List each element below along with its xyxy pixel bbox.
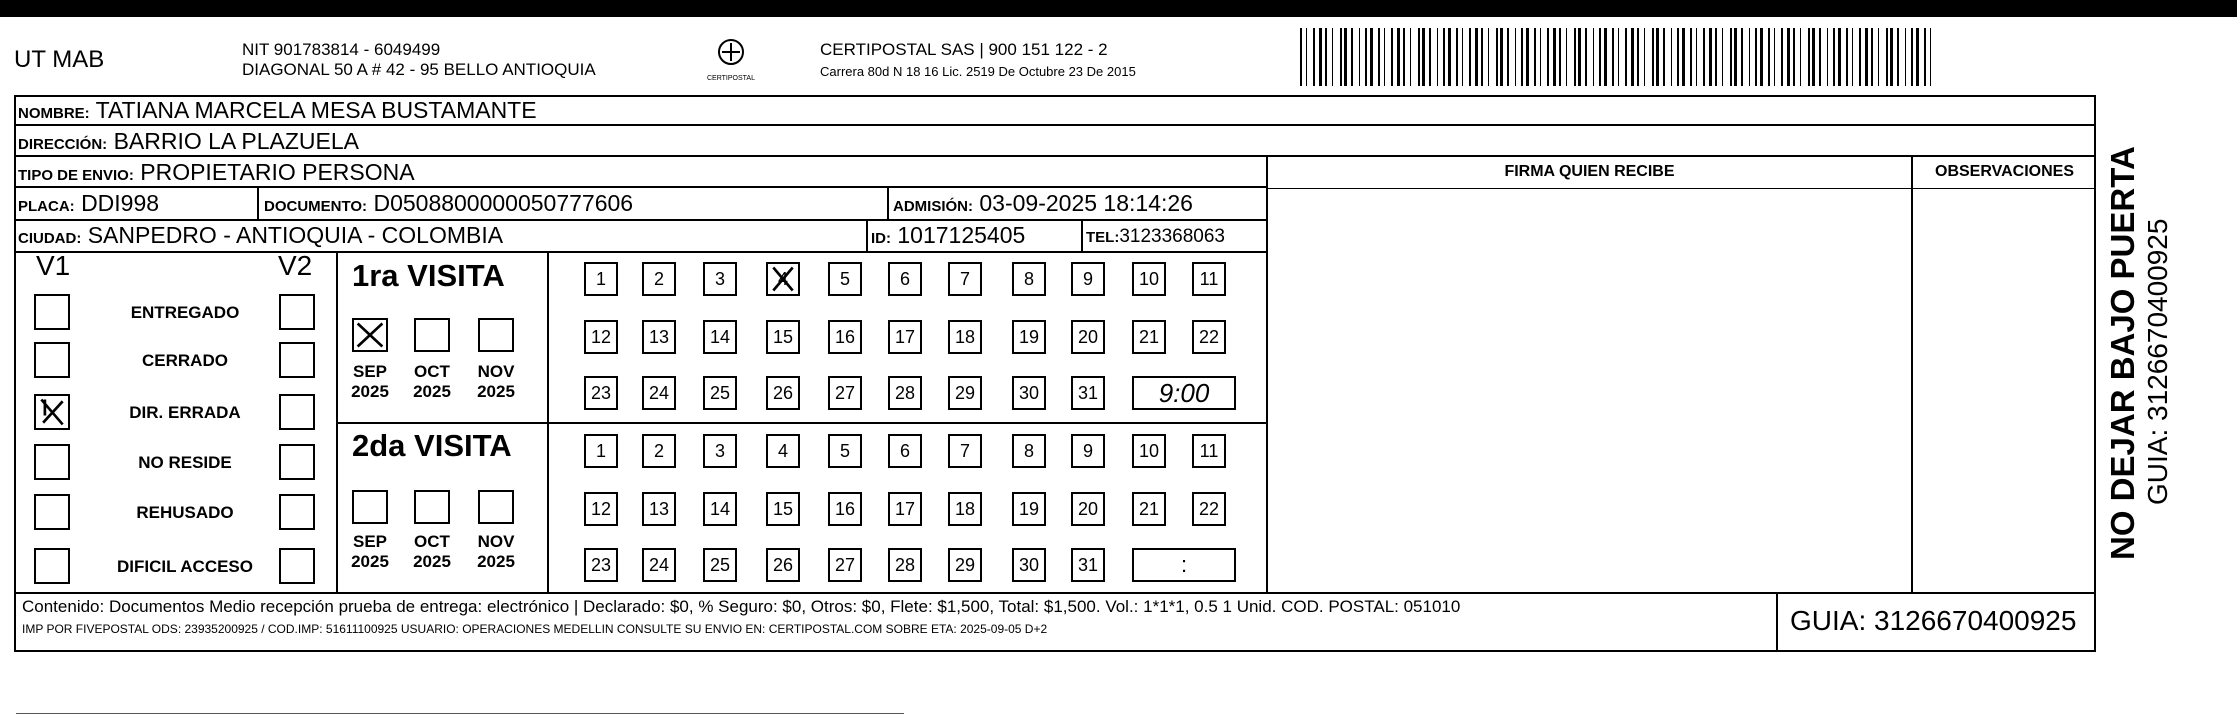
month-year: 2025 bbox=[351, 552, 389, 571]
day-number: 22 bbox=[1198, 499, 1220, 519]
first-visit-title: 1ra VISITA bbox=[352, 258, 505, 293]
tel-label: TEL: bbox=[1086, 229, 1120, 246]
day-number: 12 bbox=[590, 327, 612, 347]
day-number: 22 bbox=[1198, 327, 1220, 347]
day-number: 15 bbox=[772, 499, 794, 519]
day-number: 25 bbox=[709, 555, 731, 575]
day-box[interactable] bbox=[766, 320, 800, 354]
v2-checkbox[interactable] bbox=[279, 342, 315, 378]
day-number: 2 bbox=[653, 441, 664, 461]
v2-checkbox[interactable] bbox=[279, 548, 315, 584]
day-box[interactable] bbox=[1132, 434, 1166, 468]
day-number: 17 bbox=[894, 327, 916, 347]
day-box[interactable] bbox=[703, 376, 737, 410]
side-warning: NO DEJAR BAJO PUERTA bbox=[2104, 146, 2141, 560]
day-number: 4 bbox=[777, 269, 788, 289]
nombre-row bbox=[18, 95, 537, 129]
day-box[interactable] bbox=[1012, 320, 1046, 354]
col-divider bbox=[1911, 155, 1913, 592]
day-box[interactable] bbox=[703, 320, 737, 354]
day-box[interactable] bbox=[828, 262, 862, 296]
day-box[interactable] bbox=[642, 434, 676, 468]
footer-guia: GUIA: 3126670400925 bbox=[1790, 605, 2077, 636]
day-box[interactable] bbox=[888, 434, 922, 468]
day-number: 20 bbox=[1077, 327, 1099, 347]
day-number: 31 bbox=[1077, 383, 1099, 403]
col-divider bbox=[1081, 219, 1083, 251]
day-number: 1 bbox=[595, 269, 606, 289]
day-box[interactable] bbox=[642, 376, 676, 410]
month-label bbox=[471, 532, 521, 572]
day-box[interactable] bbox=[584, 492, 618, 526]
day-number: 7 bbox=[959, 269, 970, 289]
day-box[interactable] bbox=[948, 262, 982, 296]
admision-value: 03-09-2025 18:14:26 bbox=[979, 190, 1193, 216]
time-box[interactable]: : bbox=[1132, 548, 1236, 582]
day-box[interactable] bbox=[1012, 548, 1046, 582]
day-box[interactable] bbox=[1071, 376, 1105, 410]
direccion-row bbox=[18, 126, 359, 160]
day-number: 6 bbox=[899, 441, 910, 461]
month-year: 2025 bbox=[351, 382, 389, 401]
day-number: 23 bbox=[590, 555, 612, 575]
id-cell bbox=[871, 220, 1025, 254]
month-year: 2025 bbox=[413, 382, 451, 401]
day-number: 7 bbox=[959, 441, 970, 461]
status-label: CERRADO bbox=[142, 351, 228, 370]
tipo-label: TIPO DE ENVIO: bbox=[18, 167, 134, 184]
day-number: 24 bbox=[648, 555, 670, 575]
month-label bbox=[407, 362, 457, 402]
day-number: 10 bbox=[1138, 441, 1160, 461]
day-box[interactable] bbox=[703, 548, 737, 582]
month-checkbox[interactable] bbox=[478, 318, 514, 352]
day-box[interactable] bbox=[1192, 320, 1226, 354]
ciudad-value: SANPEDRO - ANTIOQUIA - COLOMBIA bbox=[87, 222, 504, 248]
status-label: DIR. ERRADA bbox=[129, 403, 241, 422]
day-number: 6 bbox=[899, 269, 910, 289]
day-number: 14 bbox=[709, 327, 731, 347]
status-label: DIFICIL ACCESO bbox=[116, 557, 253, 576]
day-box[interactable] bbox=[1071, 492, 1105, 526]
month-year: 2025 bbox=[413, 552, 451, 571]
day-number: 4 bbox=[777, 441, 788, 461]
v2-checkbox[interactable] bbox=[279, 494, 315, 530]
placa-value: DDI998 bbox=[81, 190, 160, 216]
day-box[interactable] bbox=[1012, 262, 1046, 296]
month-checkbox[interactable] bbox=[352, 490, 388, 524]
side-guia: GUIA: 3126670400925 bbox=[2142, 218, 2173, 505]
day-number: 21 bbox=[1138, 327, 1160, 347]
day-box[interactable] bbox=[766, 434, 800, 468]
day-number: 5 bbox=[839, 441, 850, 461]
day-number: 28 bbox=[894, 383, 916, 403]
company-name: CERTIPOSTAL SAS | 900 151 122 - 2 bbox=[820, 40, 1108, 59]
day-box[interactable] bbox=[828, 376, 862, 410]
day-box[interactable] bbox=[766, 376, 800, 410]
v1-checkbox[interactable] bbox=[34, 494, 70, 530]
day-number: 13 bbox=[648, 327, 670, 347]
day-box[interactable] bbox=[828, 320, 862, 354]
day-box[interactable] bbox=[584, 320, 618, 354]
day-box[interactable] bbox=[948, 434, 982, 468]
v1-label: V1 bbox=[36, 250, 71, 281]
day-number: 26 bbox=[772, 383, 794, 403]
barcode bbox=[1300, 28, 1934, 86]
day-box[interactable] bbox=[584, 376, 618, 410]
day-number: 18 bbox=[954, 327, 976, 347]
direccion-value: BARRIO LA PLAZUELA bbox=[113, 128, 359, 154]
day-box[interactable] bbox=[888, 320, 922, 354]
day-box[interactable] bbox=[1192, 262, 1226, 296]
day-number: 16 bbox=[834, 327, 856, 347]
month-name: OCT bbox=[414, 532, 450, 551]
day-box[interactable] bbox=[1071, 434, 1105, 468]
day-number: 9 bbox=[1082, 269, 1093, 289]
day-box[interactable] bbox=[584, 262, 618, 296]
ciudad-cell bbox=[18, 220, 503, 254]
day-number: 13 bbox=[648, 499, 670, 519]
day-number: 24 bbox=[648, 383, 670, 403]
v1-checkbox[interactable] bbox=[34, 548, 70, 584]
day-box[interactable] bbox=[1071, 548, 1105, 582]
day-number: 29 bbox=[954, 383, 976, 403]
placa-cell bbox=[18, 188, 159, 222]
day-number: 23 bbox=[590, 383, 612, 403]
day-box[interactable] bbox=[703, 262, 737, 296]
v1-checkbox[interactable] bbox=[34, 294, 70, 330]
second-visit-title: 2da VISITA bbox=[352, 428, 512, 463]
day-number: 10 bbox=[1138, 269, 1160, 289]
v1-checkbox[interactable] bbox=[34, 342, 70, 378]
month-name: SEP bbox=[352, 362, 388, 381]
day-number: 30 bbox=[1018, 555, 1040, 575]
day-number: 11 bbox=[1199, 441, 1219, 461]
documento-value: D0508800000050777606 bbox=[373, 190, 634, 216]
day-number: 31 bbox=[1077, 555, 1099, 575]
company-license: Carrera 80d N 18 16 Lic. 2519 De Octubre 23 De 2015 bbox=[820, 64, 1136, 79]
row-divider bbox=[14, 592, 2096, 594]
day-box[interactable] bbox=[948, 376, 982, 410]
month-label bbox=[407, 532, 457, 572]
day-box[interactable] bbox=[642, 492, 676, 526]
tipo-value: PROPIETARIO PERSONA bbox=[140, 159, 415, 185]
day-number: 12 bbox=[590, 499, 612, 519]
day-box[interactable] bbox=[584, 548, 618, 582]
day-box[interactable] bbox=[1132, 262, 1166, 296]
day-number: 28 bbox=[894, 555, 916, 575]
company-logo bbox=[702, 36, 760, 84]
day-box[interactable] bbox=[828, 434, 862, 468]
row-divider bbox=[1266, 188, 2096, 189]
sender-nit: NIT 901783814 - 6049499 bbox=[242, 40, 441, 59]
day-number: 16 bbox=[834, 499, 856, 519]
day-box[interactable] bbox=[1132, 492, 1166, 526]
visit-divider bbox=[336, 422, 1266, 424]
day-number: 29 bbox=[954, 555, 976, 575]
day-box[interactable] bbox=[888, 548, 922, 582]
day-box[interactable] bbox=[948, 548, 982, 582]
day-box[interactable] bbox=[766, 262, 800, 296]
sender-address: DIAGONAL 50 A # 42 - 95 BELLO ANTIOQUIA bbox=[242, 60, 596, 79]
documento-label: DOCUMENTO: bbox=[264, 198, 368, 215]
admision-label: ADMISIÓN: bbox=[893, 198, 973, 215]
footer-contents: Contenido: Documentos Medio recepción prueba de entrega: electrónico | Declarado: $0, % Seguro: $0, Otros: $0, Flete: $1,500, Total: $1,500. Vol.: 1*1*1, 0.5 1 Unid. COD. POSTAL: 051010 bbox=[22, 597, 1461, 616]
day-number: 11 bbox=[1199, 269, 1219, 289]
day-number: 19 bbox=[1018, 327, 1040, 347]
day-box[interactable] bbox=[1012, 492, 1046, 526]
day-box[interactable] bbox=[584, 434, 618, 468]
placa-label: PLACA: bbox=[18, 198, 75, 215]
month-label bbox=[345, 532, 395, 572]
day-number: 20 bbox=[1077, 499, 1099, 519]
col-divider bbox=[1266, 155, 1268, 592]
day-box[interactable] bbox=[703, 434, 737, 468]
day-number: 15 bbox=[772, 327, 794, 347]
month-checkbox[interactable] bbox=[414, 490, 450, 524]
day-box[interactable] bbox=[828, 548, 862, 582]
day-number: 5 bbox=[839, 269, 850, 289]
month-name: NOV bbox=[477, 532, 515, 551]
admision-cell bbox=[893, 188, 1193, 222]
col-divider bbox=[887, 186, 889, 219]
day-box[interactable] bbox=[703, 492, 737, 526]
col-divider bbox=[866, 219, 868, 251]
id-value: 1017125405 bbox=[897, 222, 1026, 248]
month-label bbox=[471, 362, 521, 402]
day-box[interactable] bbox=[888, 492, 922, 526]
sender-name: UT MAB bbox=[14, 46, 105, 73]
day-box[interactable] bbox=[1192, 434, 1226, 468]
top-edge-bar bbox=[0, 0, 2237, 17]
scan-line bbox=[16, 713, 904, 714]
month-name: SEP bbox=[352, 532, 388, 551]
month-label bbox=[345, 362, 395, 402]
day-box[interactable] bbox=[948, 320, 982, 354]
v2-label: V2 bbox=[278, 250, 313, 281]
day-box[interactable] bbox=[888, 376, 922, 410]
day-number: 27 bbox=[834, 555, 856, 575]
status-label: REHUSADO bbox=[136, 503, 234, 522]
col-divider bbox=[1776, 592, 1778, 652]
nombre-label: NOMBRE: bbox=[18, 105, 90, 122]
status-label: ENTREGADO bbox=[130, 303, 240, 322]
day-box[interactable] bbox=[1192, 492, 1226, 526]
day-number: 9 bbox=[1082, 441, 1093, 461]
id-label: ID: bbox=[871, 230, 891, 247]
day-number: 1 bbox=[595, 441, 606, 461]
day-number: 3 bbox=[714, 441, 725, 461]
time-box[interactable]: 9:00 bbox=[1132, 376, 1236, 410]
documento-cell bbox=[264, 188, 633, 222]
day-number: 8 bbox=[1023, 269, 1034, 289]
day-number: 25 bbox=[709, 383, 731, 403]
footer-print-info: IMP POR FIVEPOSTAL ODS: 23935200925 / COD.IMP: 51611100925 USUARIO: OPERACIONES MEDELLIN CONSULTE SU ENVIO EN: CERTIPOSTAL.COM SOBRE ETA: 2025-09-05 D+2 bbox=[22, 622, 1048, 636]
v1-checkbox[interactable] bbox=[34, 394, 70, 430]
day-number: 21 bbox=[1138, 499, 1160, 519]
tipo-row bbox=[18, 157, 415, 191]
day-box[interactable] bbox=[888, 262, 922, 296]
day-box[interactable] bbox=[1071, 262, 1105, 296]
direccion-label: DIRECCIÓN: bbox=[18, 136, 108, 153]
month-name: NOV bbox=[477, 362, 515, 381]
day-box[interactable] bbox=[642, 320, 676, 354]
observaciones-header: OBSERVACIONES bbox=[1935, 163, 2074, 180]
month-checkbox[interactable] bbox=[414, 318, 450, 352]
month-name: OCT bbox=[414, 362, 450, 381]
day-box[interactable] bbox=[766, 492, 800, 526]
v1-checkbox[interactable] bbox=[34, 444, 70, 480]
day-number: 26 bbox=[772, 555, 794, 575]
tel-value: 3123368063 bbox=[1119, 226, 1225, 247]
day-box[interactable] bbox=[642, 548, 676, 582]
nombre-value: TATIANA MARCELA MESA BUSTAMANTE bbox=[95, 97, 537, 123]
month-year: 2025 bbox=[477, 552, 515, 571]
day-box[interactable] bbox=[828, 492, 862, 526]
day-box[interactable] bbox=[766, 548, 800, 582]
day-box[interactable] bbox=[1012, 376, 1046, 410]
month-year: 2025 bbox=[477, 382, 515, 401]
logo-text: CERTIPOSTAL bbox=[707, 75, 755, 82]
v2-checkbox[interactable] bbox=[279, 394, 315, 430]
day-number: 2 bbox=[653, 269, 664, 289]
day-number: 19 bbox=[1018, 499, 1040, 519]
ciudad-label: CIUDAD: bbox=[18, 230, 82, 247]
month-checkbox[interactable] bbox=[352, 318, 388, 352]
tel-cell bbox=[1086, 222, 1225, 253]
firma-header: FIRMA QUIEN RECIBE bbox=[1504, 163, 1675, 180]
v2-checkbox[interactable] bbox=[279, 444, 315, 480]
day-number: 30 bbox=[1018, 383, 1040, 403]
day-number: 27 bbox=[834, 383, 856, 403]
day-number: 18 bbox=[954, 499, 976, 519]
day-number: 8 bbox=[1023, 441, 1034, 461]
day-box[interactable] bbox=[1071, 320, 1105, 354]
day-number: 17 bbox=[894, 499, 916, 519]
status-label: NO RESIDE bbox=[138, 453, 232, 472]
day-box[interactable] bbox=[1132, 320, 1166, 354]
day-box[interactable] bbox=[948, 492, 982, 526]
day-number: 3 bbox=[714, 269, 725, 289]
month-checkbox[interactable] bbox=[478, 490, 514, 524]
day-box[interactable] bbox=[1012, 434, 1046, 468]
day-box[interactable] bbox=[642, 262, 676, 296]
v2-checkbox[interactable] bbox=[279, 294, 315, 330]
day-number: 14 bbox=[709, 499, 731, 519]
